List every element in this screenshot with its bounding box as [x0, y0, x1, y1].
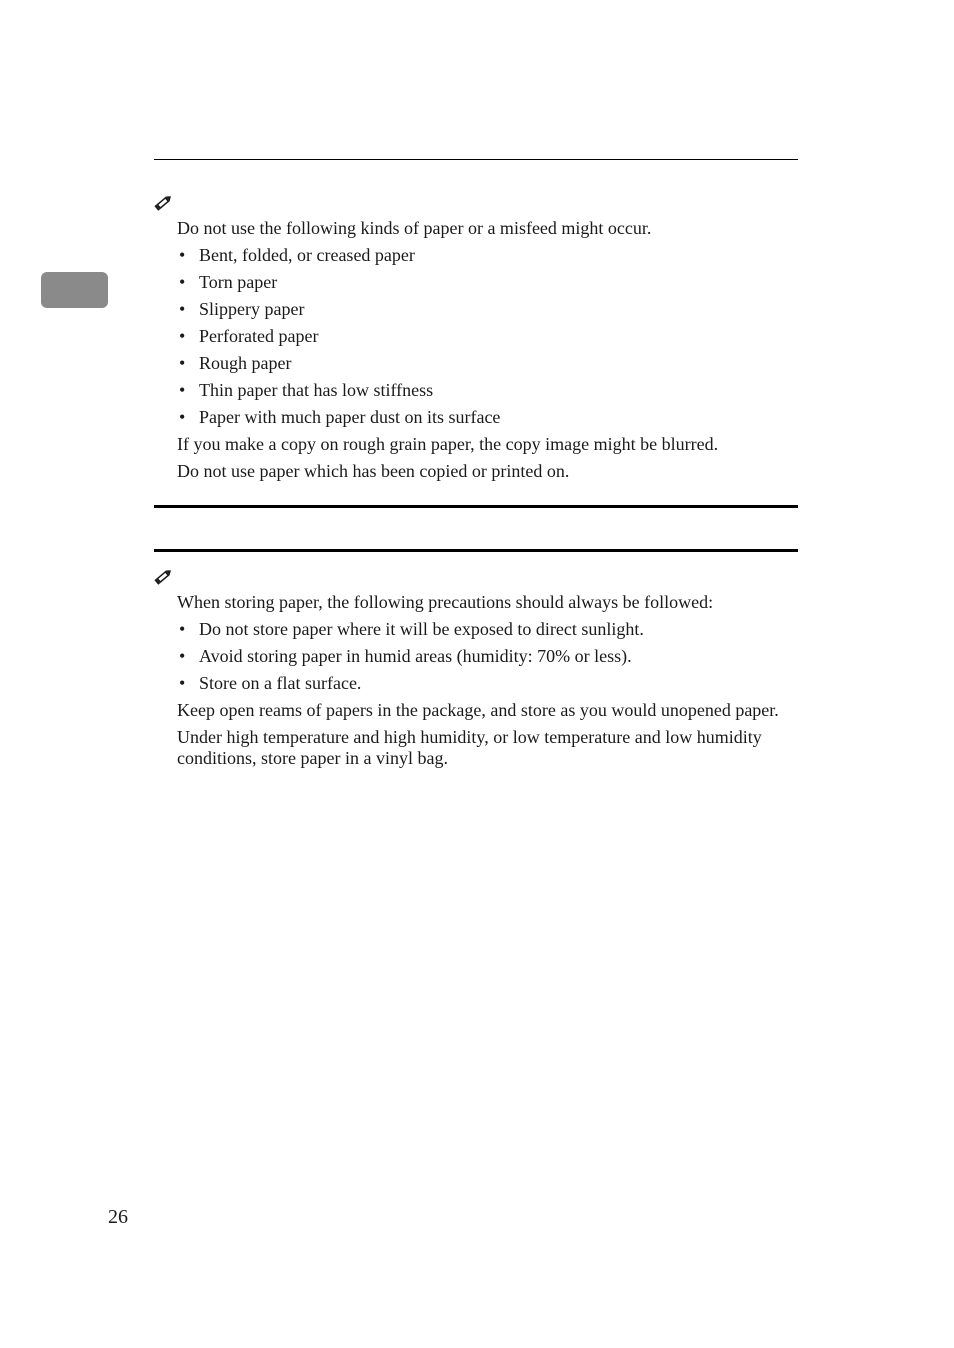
- bullet: •: [179, 673, 186, 693]
- note-2-intro: When storing paper, the following precautions should always be followed:: [177, 592, 714, 612]
- section-top-rule: [154, 159, 798, 160]
- list-item-text: Slippery paper: [199, 299, 305, 319]
- list-item-text: Paper with much paper dust on its surface: [199, 407, 501, 427]
- note-1-intro: Do not use the following kinds of paper or a misfeed might occur.: [177, 218, 652, 238]
- section-header-rule: [154, 549, 798, 552]
- note-2-paragraph: Under high temperature and high humidity, or low temperature and low humidity conditions, store paper in a vinyl bag.: [177, 727, 762, 768]
- note-2-paragraph: Keep open reams of papers in the package, and store as you would unopened paper.: [177, 700, 779, 720]
- list-item-text: Torn paper: [199, 272, 278, 292]
- note-1-paragraph: Do not use paper which has been copied or printed on.: [177, 461, 570, 481]
- list-item-text: Rough paper: [199, 353, 292, 373]
- list-item: [177, 646, 799, 667]
- note-2-list: [177, 619, 799, 694]
- list-item: [177, 299, 799, 320]
- chapter-tab: [41, 272, 108, 308]
- list-item: [177, 245, 799, 266]
- note-2: [177, 592, 799, 769]
- list-item-text: Do not store paper where it will be exposed to direct sunlight.: [199, 619, 644, 639]
- list-item: [177, 619, 799, 640]
- bullet: •: [179, 407, 186, 427]
- bullet: •: [179, 272, 186, 292]
- bullet: •: [179, 326, 186, 346]
- list-item-text: Bent, folded, or creased paper: [199, 245, 415, 265]
- bullet: •: [179, 353, 186, 373]
- list-item: [177, 272, 799, 293]
- pencil-icon: [154, 567, 174, 585]
- list-item-text: Store on a flat surface.: [199, 673, 362, 693]
- note-1: [177, 218, 799, 482]
- note-1-paragraph: If you make a copy on rough grain paper, the copy image might be blurred.: [177, 434, 719, 454]
- list-item-text: Perforated paper: [199, 326, 319, 346]
- section-divider-rule: [154, 505, 798, 508]
- pencil-icon: [154, 193, 174, 211]
- list-item-text: Avoid storing paper in humid areas (humidity: 70% or less).: [199, 646, 632, 666]
- bullet: •: [179, 299, 186, 319]
- bullet: •: [179, 245, 186, 265]
- list-item: [177, 353, 799, 374]
- list-item-text: Thin paper that has low stiffness: [199, 380, 434, 400]
- note-1-list: [177, 245, 799, 428]
- bullet: •: [179, 380, 186, 400]
- bullet: •: [179, 619, 186, 639]
- list-item: [177, 407, 799, 428]
- bullet: •: [179, 646, 186, 666]
- page-number: 26: [108, 1206, 128, 1228]
- list-item: [177, 380, 799, 401]
- list-item: [177, 326, 799, 347]
- list-item: [177, 673, 799, 694]
